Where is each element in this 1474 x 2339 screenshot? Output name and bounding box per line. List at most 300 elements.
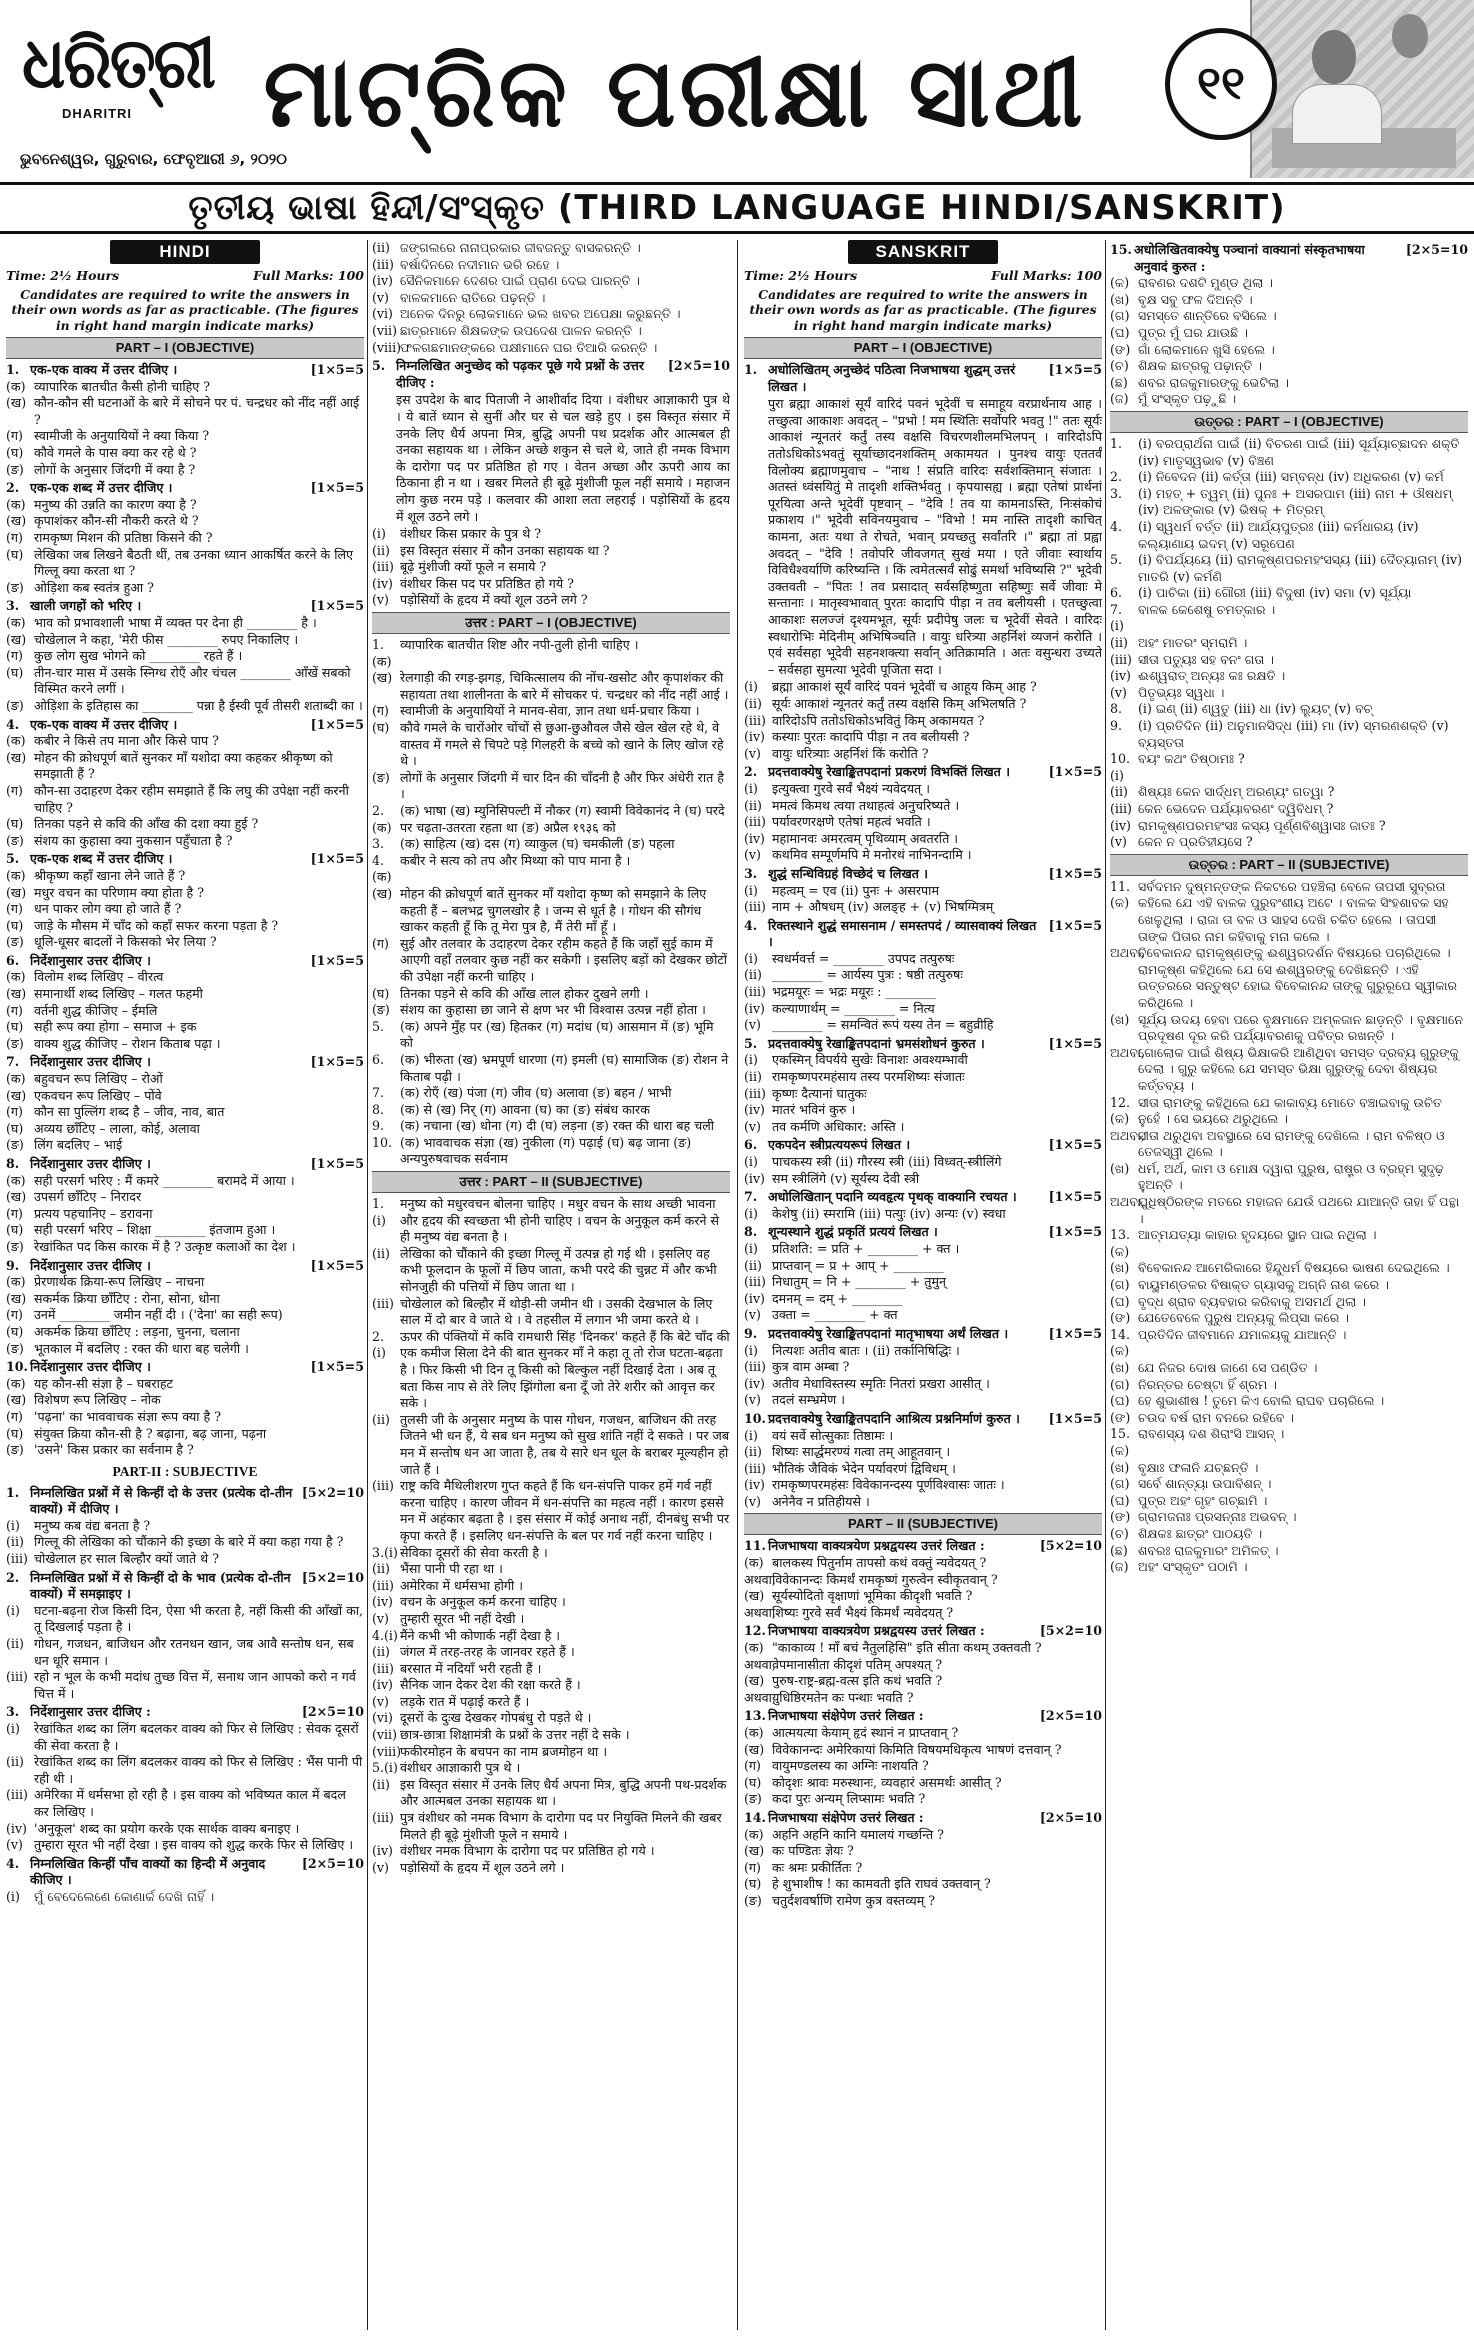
item-label: (क) [6, 1172, 26, 1188]
item-label: (ङ) [6, 1340, 24, 1356]
list-item [1110, 1294, 1468, 1311]
item-text: ଧର୍ମ, ଅର୍ଥ, କାମ ଓ ମୋକ୍ଷ ଦ୍ୱାରା ପୁରୁଷ, ରାଷ୍ଟ୍ର ଓ ବ୍ରହ୍ମ ସୁଦୃଢ଼ ହୁଅନ୍ତି । [1138, 1160, 1444, 1193]
list-item [1110, 1526, 1468, 1543]
item-text: कोदृशः श्रावः मरुस्थानः, व्यवहारं असमर्थः आसीत् ? [772, 1774, 1002, 1790]
item-text: गोधन, गजधन, बाजिधन और रतनधन खान, जब आवै सन्तोष धन, सब धन धूरि समान । [34, 1636, 354, 1668]
list-item [744, 1154, 1102, 1171]
question-number: 1. [6, 1484, 20, 1500]
question-text: निजभाषया वाक्यत्रयेण प्रश्नद्वयस्य उत्तरं लिखत : [768, 1538, 985, 1554]
list-item [6, 698, 364, 715]
item-text: अहनि अहनि कानि यमालयं गच्छन्ति ? [772, 1826, 944, 1842]
question-heading [6, 953, 364, 970]
item-label: (iii) [372, 559, 394, 575]
item-label: 3. [372, 836, 385, 852]
item-label: (ii) [744, 1257, 762, 1273]
list-item [744, 1343, 1102, 1360]
question-number: 5. [744, 1035, 758, 1051]
list-item [1110, 275, 1468, 292]
item-label: 10. (i) [1110, 751, 1131, 783]
question-heading [6, 717, 364, 734]
list-item [744, 1086, 1102, 1103]
list-item [744, 1640, 1102, 1657]
list-item [1110, 1509, 1468, 1526]
answer-heading: उत्तर : PART – II (SUBJECTIVE) [372, 1171, 730, 1193]
item-text: इस विस्तृत संसार में उनके लिए धैर्य अपना मित्र, बुद्धि अपनी पथ-प्रदर्शक और आत्मबल उनका सहायक था । [400, 1776, 727, 1809]
item-label: (ii) [744, 797, 762, 813]
item-label: 13.(କ) [1110, 1227, 1131, 1259]
list-item [372, 853, 730, 886]
item-text: कल्याणार्थम् = ________ = नित्य [772, 1000, 935, 1016]
list-item [372, 559, 730, 576]
item-text: (i) ପ୍ରତିଦିନ (ii) ଅନୁମାନସିଦ୍ଧ (iii) ମା (iv) ସ୍ମରଣଶକ୍ତି (v) ବ୍ୟସ୍ତତା [1138, 718, 1449, 750]
item-label: 6. [1110, 585, 1123, 601]
list-item [744, 1241, 1102, 1258]
item-label: (iv) [1110, 817, 1131, 833]
question-marks: [1×5=5 [1048, 764, 1102, 780]
issue-number-badge: ୧୧ [1165, 28, 1277, 140]
list-item [372, 670, 730, 703]
item-text: कृष्णः दैत्यानां घातुकः [772, 1085, 867, 1101]
item-text: (i) ବିପର୍ଯ୍ୟୟେ (ii) ରାମକୃଷ୍ଣପରମହଂସସ୍ୟ (iii) ଦୈତ୍ୟାନାମ୍ (iv) ମାତରି (v) କର୍ମଣି [1138, 552, 1462, 584]
item-label: (ଜ) [1110, 391, 1129, 407]
item-label: (v) [6, 1837, 23, 1853]
item-text: କେନ ଭେଦେନ ପର୍ଯ୍ୟାବରଣଂ ଦ୍ୱିବିଧମ୍ ? [1138, 801, 1334, 816]
list-item [372, 1102, 730, 1119]
list-item [6, 1189, 364, 1206]
question-number: 8. [744, 1224, 758, 1240]
item-text: मैंने कभी भी कोणार्क नहीं देखा है । [400, 1627, 561, 1643]
question-heading [744, 1137, 1102, 1154]
question-marks: [5×2=10 [1039, 1538, 1102, 1554]
part-heading: PART – II (SUBJECTIVE) [744, 1513, 1102, 1535]
item-text: ନିରନ୍ତର ଚେଷ୍ଟା ହିଁ ଶ୍ରମ । [1138, 1376, 1277, 1392]
list-item [372, 1478, 730, 1544]
list-item [6, 648, 364, 665]
list-item [744, 1893, 1102, 1910]
item-label: (ङ) [6, 1137, 24, 1153]
question-block [744, 1538, 1102, 1909]
photo-student-shape [1292, 84, 1382, 144]
item-list [372, 637, 730, 1168]
item-label: 3.(i) [372, 1544, 398, 1560]
item-label: (घ) [6, 1222, 24, 1238]
list-item [1110, 585, 1468, 602]
question-number: 8. [6, 1156, 20, 1171]
item-text: (i) ସ୍ୱଧର୍ମ ବର୍ତ୍ତ (ii) ଆର୍ଯ୍ୟପୁତ୍ରଃ (iii) କର୍ମଧାରୟ (iv) କଲ୍ୟାଣାୟ ଇଦମ୍ (v) ସରୂପେଣ [1138, 518, 1419, 551]
list-item [372, 1296, 730, 1329]
item-text: नाम + औषधम् (iv) अलङ्ह + (v) भिषग्मित्रम् [772, 899, 994, 915]
item-text: ଚଉଦ ବର୍ଷ ରାମ ବନରେ ରହିବେ । [1138, 1409, 1295, 1425]
list-item [372, 1611, 730, 1628]
part-heading: PART-II : SUBJECTIVE [112, 1463, 258, 1479]
item-text: ପ୍ରତିଦିନ ଜୀବମାନେ ଯମାଳୟକୁ ଯାଆନ୍ତି । [1138, 1326, 1347, 1342]
list-item [744, 1017, 1102, 1034]
question-heading [6, 1485, 364, 1518]
question-marks: [1×5=5 [1048, 917, 1102, 933]
item-label: 9. [1110, 718, 1123, 734]
item-label: (ग) [6, 1205, 23, 1221]
list-item [6, 1137, 364, 1154]
item-label: 7. [372, 1085, 385, 1101]
item-label: (ङ) [6, 934, 24, 950]
item-text: चोखेलाल हर साल बिल्हौर क्यों जाते थे ? [34, 1551, 219, 1567]
list-item [744, 1119, 1102, 1136]
item-label: (ଙ) [1110, 341, 1131, 357]
item-label: (क) [6, 378, 26, 394]
item-text: रामकृष्णपरमहंसाय तस्य परमशिष्यः संजातः [772, 1069, 965, 1085]
list-item [744, 1461, 1102, 1478]
item-label: (घ) [372, 985, 390, 1001]
item-label: (v) [744, 1118, 761, 1134]
item-text: इत्युक्त्वा गुरवे सर्वं भैक्ष्यं न्यवेदयत् । [772, 780, 930, 796]
item-label: 8. [1110, 701, 1123, 717]
item-label: (v) [744, 745, 761, 761]
question-heading [6, 1359, 364, 1376]
question-text: निम्नलिखित प्रश्नों में से किन्हीं दो के भाव (प्रत्येक दो-तीन वाक्यों) में समझाइए । [30, 1569, 291, 1602]
column-divider [367, 240, 368, 2330]
list-item [744, 798, 1102, 815]
item-label: (क) [6, 496, 26, 512]
item-label: (ଖ) [1110, 291, 1130, 307]
question-text: प्रदत्तवाक्येषु रेखाङ्कितपदानां भ्रमसंशोधनं कुरुत । [768, 1035, 985, 1051]
item-text: एकवचन रूप लिखिए – पोंवे [34, 1087, 162, 1103]
item-text: केशेषु (ii) स्मरामि (iii) पत्युः (iv) अन्यः (v) स्वधा [772, 1205, 1006, 1221]
item-label: (iii) [372, 256, 394, 272]
list-item [744, 967, 1102, 984]
item-label: (i) [744, 1205, 758, 1221]
item-label: (ङ) [372, 769, 390, 785]
item-text: राष्ट्र कवि मैथिलीशरण गुप्त कहते हैं कि धन-संपत्ति पाकर हमें गर्व नहीं करना चाहिए । कारण जीवन में धन-संपत्ति का महत्व नहीं । कारण इससे मन में अहंकार बढ़ता है । इस संसार में कोई अनाथ नहीं, दीनबंधु सभी पर कृपा करते हैं । इसलिए धन-संपत्ति के बल पर गर्व नहीं करना चाहिए । [400, 1478, 730, 1543]
list-item [1110, 469, 1468, 486]
item-text: शिष्यः गुरवे सर्वं भैक्ष्यं किमर्थं न्यवेदयत् ? [772, 1604, 954, 1620]
list-item [1110, 375, 1468, 392]
item-text: सही परसर्ग भरिए : मैं कमरे ________ बरामदे में आया । [34, 1172, 295, 1188]
item-label: (ଚ) [1110, 358, 1129, 374]
question-number: 2. [6, 480, 20, 496]
question-heading [6, 1156, 364, 1173]
list-item [372, 273, 730, 290]
question-block [6, 1485, 364, 1906]
list-item [6, 1307, 364, 1324]
question-text: निम्नलिखित अनुच्छेद को पढ़कर पूछे गये प्रश्नों के उत्तर दीजिए : [396, 358, 644, 390]
item-text: (i) ମହତ୍ + ତ୍ୱମ୍ (ii) ପୁନଃ + ଅସରପାମ (iii) ନାମ + ଔଷଧମ୍ (iv) ଅଳଙ୍କାର (v) ଭିଷକ୍ + ମିତ୍ରମ୍ [1138, 485, 1453, 518]
item-text: कः श्रमः प्रकीर्तितः ? [772, 1859, 863, 1875]
item-text: ଛାତ୍ରମାନେ ଶିକ୍ଷକଙ୍କ ଉପଦେଶ ପାଳନ କରନ୍ତି । [400, 322, 642, 338]
item-text: जाड़े के मौसम में चाँद को कहाँ सफर करना पड़ता है ? [34, 917, 279, 933]
masthead [0, 0, 1474, 178]
item-label: 3. [1110, 485, 1123, 501]
question-marks: [5×2=10 [301, 1569, 364, 1585]
list-item [744, 1690, 1102, 1707]
item-label: 9. [372, 1118, 385, 1134]
item-text: अनेनैव न प्रतिहीयसे । [772, 1493, 870, 1509]
item-label: (क) [6, 1071, 26, 1087]
item-text: विवेकानन्दः अमेरिकायां किमिति विषयमधिकृत्य भाषणं दत्तवान् ? [772, 1741, 1062, 1757]
item-text: (क) रोएँ (ख) पंजा (ग) जीव (घ) अलावा (ङ) बहन / भाभी [400, 1085, 672, 1101]
list-item [1110, 784, 1468, 801]
item-text: ଯେତେବେଳେ ପୁରୁଷ ଅନ୍ୟକୁ ଲିପ୍ସା କରେ । [1138, 1310, 1349, 1326]
item-text: ଅହଂ ମାତରଂ ସ୍ମରାମି । [1138, 635, 1248, 651]
item-text: लोगों के अनुसार जिंदगी में चार दिन की चाँदनी है और फिर अंधेरी रात है । [400, 769, 724, 802]
question-marks: [5×2=10 [1039, 1623, 1102, 1639]
newspaper-logo [22, 23, 214, 148]
hindi-column [6, 240, 364, 2330]
question-marks: [1×5=5 [310, 1156, 364, 1171]
list-item [744, 831, 1102, 848]
item-label: 1. (i) [372, 1196, 386, 1228]
list-item [372, 836, 730, 853]
item-text: ସର୍ବଦମନ ଦୁଷ୍ମନ୍ତଙ୍କ ନିକଟରେ ପହଞ୍ଚିଲା ବେଳେ ତାପସୀ ସୁବ୍ରତା କହିଲେ ଯେ ଏହି ବାଳକ ପୁରୁବଂଶୀୟ ଅଟେ । ବାଳକ ସିଂହଶାବକ ସହ ଖେଳୁଥିଲା । ରାଜା ତା ବଳ ଓ ସାହସ ଦେଖି ଚକିତ ହେଲେ । ତାପସୀ ତାଙ୍କ ପିତାର ନାମ କହିବାକୁ ମନା କଲେ । [1138, 878, 1449, 944]
item-text: सकर्मक क्रिया छाँटिए : रोना, सोना, धोना [34, 1290, 220, 1306]
item-label: (i) [6, 1602, 20, 1618]
list-item [6, 1206, 364, 1223]
item-label: (iii) [744, 1359, 766, 1375]
list-item [744, 746, 1102, 763]
answer-heading: उत्तर : PART – I (OBJECTIVE) [372, 612, 730, 634]
item-text: कौवे गमले के चारोंओर चोंचों से छुआ-छुऔवल जैसे खेल खेल रहे थे, वे वास्तव में गमले से चिपटे पड़े गिलहरी के बच्चे को खाने के लिए खोज रहे थे । [400, 720, 724, 769]
list-item [744, 1657, 1102, 1674]
item-label: (ख) [6, 1189, 27, 1205]
list-item [6, 497, 364, 514]
item-text: कुछ लोग सुख भोगने को ________ रहते हैं । [34, 648, 243, 664]
part-heading: PART – I (OBJECTIVE) [744, 337, 1102, 359]
item-text: रेलगाड़ी की रगड़-झगड़, चिकित्सालय की नोंच-खसोट और कृपाशंकर की सहायता तथा शालीनता के बारे में सोचकर पं. चन्द्रधर को नींद नहीं आई । [400, 670, 729, 702]
item-label: (ख) [6, 513, 27, 529]
item-label: (v) [372, 1693, 389, 1709]
list-item [372, 1744, 730, 1761]
list-item [1110, 358, 1468, 375]
item-text: ବୃକ୍ଷାଃ ଫଳାନି ଯଚ୍ଛନ୍ତି । [1138, 1459, 1259, 1475]
list-item [372, 592, 730, 609]
list-item [744, 1102, 1102, 1119]
item-text: ଶିଷ୍ୟଃ କେନ ସାର୍ଦ୍ଧମ୍ ଅରଣ୍ୟଂ ଗତ୍ୱା ? [1138, 784, 1335, 800]
list-item [1110, 1277, 1468, 1294]
question-heading [6, 1054, 364, 1071]
list-item [6, 547, 364, 580]
item-text: (क) नचाना (ख) धोना (ग) दी (घ) लड़ना (ङ) रक्त की धारा बह चली [400, 1118, 715, 1134]
list-item [6, 1274, 364, 1291]
question-marks: [1×5=5 [1048, 1410, 1102, 1426]
list-item [1110, 1194, 1468, 1227]
item-label: (iii) [744, 984, 766, 1000]
item-label: (ख) [6, 395, 27, 411]
list-item [372, 1118, 730, 1135]
question-number: 3. [744, 865, 758, 881]
item-label: (iii) [744, 899, 766, 915]
list-item [1110, 834, 1468, 851]
item-text: ସୀତା ପତ୍ୟୁଃ ସହ ବନଂ ଗତା । [1138, 651, 1275, 667]
item-text: बहुवचन रूप लिखिए – रोओं [34, 1071, 163, 1087]
item-text: ବିବେକାନନ୍ଦ ଆମେରିକାରେ ହିନ୍ଦୁଧର୍ମ ବିଷୟରେ ଭାଷଣ ଦେଇଥିଲେ । [1138, 1260, 1450, 1276]
item-text: कृपाशंकर कौन-सी नौकरी करते थे ? [34, 513, 199, 529]
item-label: 2. (i) [372, 1328, 386, 1361]
item-text: संयुक्त क्रिया कौन-सी है ? बढ़ाना, बढ़ जाना, पढ़ना [34, 1425, 267, 1441]
exam-instructions: Candidates are required to write the answers in their own words as far as practicable. (The figures in right hand margin indicate marks) [11, 286, 359, 333]
item-label: (i) [744, 950, 758, 966]
list-item [6, 530, 364, 547]
item-text: (क) भाषा (ख) म्युनिसिपल्टी में नौकर (ग) स्वामी विवेकानंद ने (घ) परदे पर चढ़ता-उतरता रहता था (ङ) अप्रैल १९३६ को [400, 803, 725, 835]
list-item [372, 1196, 730, 1246]
item-text: उक्ता = ________ + क्त [772, 1307, 898, 1323]
item-text: लोगों के अनुसार जिंदगी में क्या है ? [34, 461, 196, 477]
list-item [372, 703, 730, 720]
item-text: लिंग बदलिए – भाई [34, 1137, 123, 1153]
question-heading [744, 362, 1102, 395]
item-label: (iii) [372, 1660, 394, 1676]
item-label: (ଛ) [1110, 1542, 1128, 1558]
list-item [372, 1329, 730, 1412]
question-marks: [1×5=5 [310, 1257, 364, 1273]
item-text: विलोम शब्द लिखिए – वीरत्व [34, 969, 164, 985]
item-text: प्राप्तवान् = प्र + आप् + ________ [772, 1257, 944, 1273]
item-label: (ग) [372, 703, 389, 719]
item-text: अमेरिका में धर्मसभा हो रही है । इस वाक्य को भविष्यत काल में बदल कर लिखिए । [34, 1787, 346, 1819]
item-text: महत्वम् = एव (ii) पुनः + असरपाम [772, 882, 939, 898]
list-item [6, 934, 364, 951]
item-label: (v) [372, 1859, 389, 1875]
item-text: वायुमण्डलस्य का अग्निः नाशयति ? [772, 1758, 929, 1774]
item-list [372, 1196, 730, 1876]
item-label: (v) [744, 1017, 761, 1033]
list-item [372, 306, 730, 323]
item-text: ରାବଣର ଦଶଟି ମୁଣ୍ଡ ଥିଲା । [1138, 275, 1273, 291]
item-text: उपसर्ग छाँटिए – निरादर [34, 1189, 142, 1205]
item-text: हे शुभाशीष ! का कामवती इति राघवं उक्तवान् ? [772, 1876, 991, 1892]
item-label: (i) [744, 679, 758, 695]
item-text: (i) ପାଚିକା (ii) ଗୌରୀ (iii) ବିଦୁଷୀ (iv) ସମା (v) ସୂର୍ଯ୍ୟା [1138, 585, 1412, 601]
item-label: (घ) [6, 1019, 24, 1035]
question-number: 1. [6, 362, 20, 378]
list-item [372, 1644, 730, 1661]
list-item [372, 1019, 730, 1052]
item-text: सुई और तलवार के उदाहरण देकर रहीम कहते हैं कि जहाँ सुई काम में आएगी वहाँ तलवार कुछ नहीं कर सकेगी । इसलिए बड़ों को देखकर छोटों की उपेक्षा नहीं करनी चाहिए । [400, 935, 727, 984]
item-text: (क) साहित्य (ख) दस (ग) व्याकुल (घ) चमकीली (ङ) पहला [400, 836, 675, 852]
list-item [1110, 1128, 1468, 1161]
item-text: सूर्यः आकाशं न्यूनतरं कर्तुं तस्य वक्षसि किम् अभिलषति ? [772, 695, 1027, 711]
list-item [1110, 1377, 1468, 1394]
item-label: 1. (क) [372, 637, 392, 669]
item-text: ब्रह्मा आकाशं सूर्यं वारिदं पवनं भूदेवीं च आहूय किम् आह ? [772, 679, 1037, 695]
item-label: 8. [372, 1101, 385, 1117]
item-label: (iv) [744, 830, 765, 846]
item-label: (v) [744, 847, 761, 863]
item-text: जंगल में तरह-तरह के जानवर रहते हैं । [400, 1644, 575, 1660]
question-number: 1. [744, 362, 758, 378]
list-item [6, 580, 364, 597]
list-item [6, 445, 364, 462]
item-label: (v) [1110, 684, 1127, 700]
item-text: गिल्लू की लेखिका को चौंकाने की इच्छा के बारे में क्या कहा गया है ? [34, 1534, 344, 1550]
item-text: बालकस्य पितुर्नाम तापसो कथं वक्तुं न्यवेदयत् ? [772, 1555, 987, 1571]
item-text: (क) भीरुता (ख) भ्रमपूर्ण धारणा (ग) इमली (घ) सामाजिक (ङ) रोशन ने किताब पढ़ी । [400, 1051, 729, 1084]
item-label: (i) [6, 1517, 20, 1533]
item-label: (ख) [6, 1087, 27, 1103]
question-block [6, 362, 364, 1459]
list-item [744, 1274, 1102, 1291]
item-text: वेपमानासीता कीदृशं पतिम् अपश्यत् ? [772, 1656, 943, 1672]
item-text: (क) भाववाचक संज्ञा (ख) नुकीला (ग) पढ़ाई (घ) बढ़ जाना (ङ) अन्यपुरुषवाचक सर्वनाम [400, 1134, 692, 1167]
question-number: 5. [6, 851, 20, 867]
photo-student-head-2 [1392, 14, 1428, 58]
list-item [6, 1003, 364, 1020]
item-text: वाक्य शुद्ध कीजिए – रोशन किताब पढ़ा । [34, 1035, 221, 1051]
item-label: (ग) [6, 1307, 23, 1323]
list-item [1110, 801, 1468, 818]
item-label: 5. [1110, 552, 1123, 568]
list-item [372, 936, 730, 986]
list-item [6, 885, 364, 902]
list-item [6, 632, 364, 649]
question-heading [6, 851, 364, 868]
list-item [1110, 308, 1468, 325]
list-item [6, 1442, 364, 1459]
list-item [744, 1392, 1102, 1409]
item-label: (ग) [6, 1104, 23, 1120]
item-text: ରାବଣସ୍ୟ ଦଶ ଶିରାଂସି ଆସନ୍ । [1138, 1426, 1285, 1442]
list-item [6, 665, 364, 698]
list-item [744, 1791, 1102, 1808]
item-text: ରାମକୃଷ୍ଣପରମହଂସଃ କସ୍ୟ ପୂର୍ଣ୍ଣବିଶ୍ୱାସଃ ଜାତଃ ? [1138, 817, 1386, 833]
list-item [744, 696, 1102, 713]
list-item [744, 883, 1102, 900]
item-label: अथवा, [744, 1604, 776, 1620]
item-label: (ଘ) [1110, 1492, 1130, 1508]
item-label: (ङ) [6, 1035, 24, 1051]
list-item [744, 1876, 1102, 1893]
item-text: ओड़िशा कब स्वतंत्र हुआ ? [34, 579, 154, 595]
part-heading: PART – I (OBJECTIVE) [6, 337, 364, 359]
item-label: (ख) [6, 1392, 27, 1408]
item-label: (ii) [6, 1534, 24, 1550]
column-divider [1105, 240, 1106, 2330]
item-text: ବାୟୁମଣ୍ଡଳର ବିଷାକ୍ତ ଗ୍ୟାସକୁ ଅଗ୍ନି ନାଶ କରେ । [1138, 1277, 1389, 1293]
item-text: वंशीधर किस प्रकार के पुत्र थे ? [400, 526, 542, 542]
item-text: ସୀତା ରାମଙ୍କୁ କହିଥିଲେ ଯେ କାକାବ୍ୟ ମୋତେ ବଞ୍ଚାଇବାକୁ ଉଚିତ ନୁହେଁ । ସେ ଭୟରେ ଥରୁଥିଲେ । [1138, 1094, 1442, 1127]
question-text: अधोलिखितम् अनुच्छेदं पठित्वा निजभाषया शुद्धम् उत्तरं लिखत । [768, 362, 1016, 394]
list-item [1110, 1045, 1468, 1095]
item-label: (क) [744, 1640, 764, 1656]
item-text: घटना-बढ़ना रोज किसी दिन, ऐसा भी करता है, नहीं किसी की आँखों का, तू दिखलाई पड़ता है । [34, 1602, 364, 1635]
item-text: ଆତ୍ମଯତ୍ୟା କାହାର ହୃଦୟରେ ସ୍ଥାନ ପାଇ ନଥିଲା । [1138, 1227, 1377, 1243]
exam-marks: Full Marks: 100 [991, 268, 1102, 283]
list-item [744, 1673, 1102, 1690]
answer-heading: ଉତ୍ତର : PART – II (SUBJECTIVE) [1110, 854, 1468, 876]
item-label: (ଘ) [1110, 324, 1130, 340]
item-label: (ख) [6, 749, 27, 765]
item-label: (ii) [1110, 635, 1128, 651]
item-text: धन पाकर लोग क्या हो जाते हैं ? [34, 901, 182, 917]
item-label: (ଘ) [1110, 1293, 1130, 1309]
item-label: (ଗ) [1110, 1376, 1130, 1392]
item-list [372, 240, 730, 356]
question-number: 13. [744, 1708, 766, 1724]
item-text: रेखांकित शब्द का लिंग बदलकर वाक्य को फिर से लिखिए : सेवक दूसरों की सेवा करता है । [34, 1721, 359, 1753]
logo-latin: DHARITRI [61, 106, 133, 121]
list-item [744, 1742, 1102, 1759]
item-label: (घ) [6, 917, 24, 933]
question-number: 15. [1110, 242, 1132, 257]
list-item [372, 323, 730, 340]
list-item [744, 847, 1102, 864]
item-label: (ख) [744, 1843, 765, 1859]
item-text: पुत्र वंशीधर को नमक विभाग के दारोगा पद पर नियुक्ति मिलने की खबर मिलते ही बूढ़े मुंशीजी फूले न समाये । [400, 1810, 722, 1842]
item-label: (iii) [372, 1478, 394, 1494]
item-text: उनमें ________ जमीन नहीं दी । ('देना' का सही रूप) [34, 1307, 283, 1323]
list-item [6, 750, 364, 783]
item-label: (iii) [744, 814, 766, 830]
item-label: (ଗ) [1110, 1277, 1130, 1293]
item-text: तिनका पड़ने से कवि की आँख की दशा क्या हुई ? [34, 816, 259, 832]
